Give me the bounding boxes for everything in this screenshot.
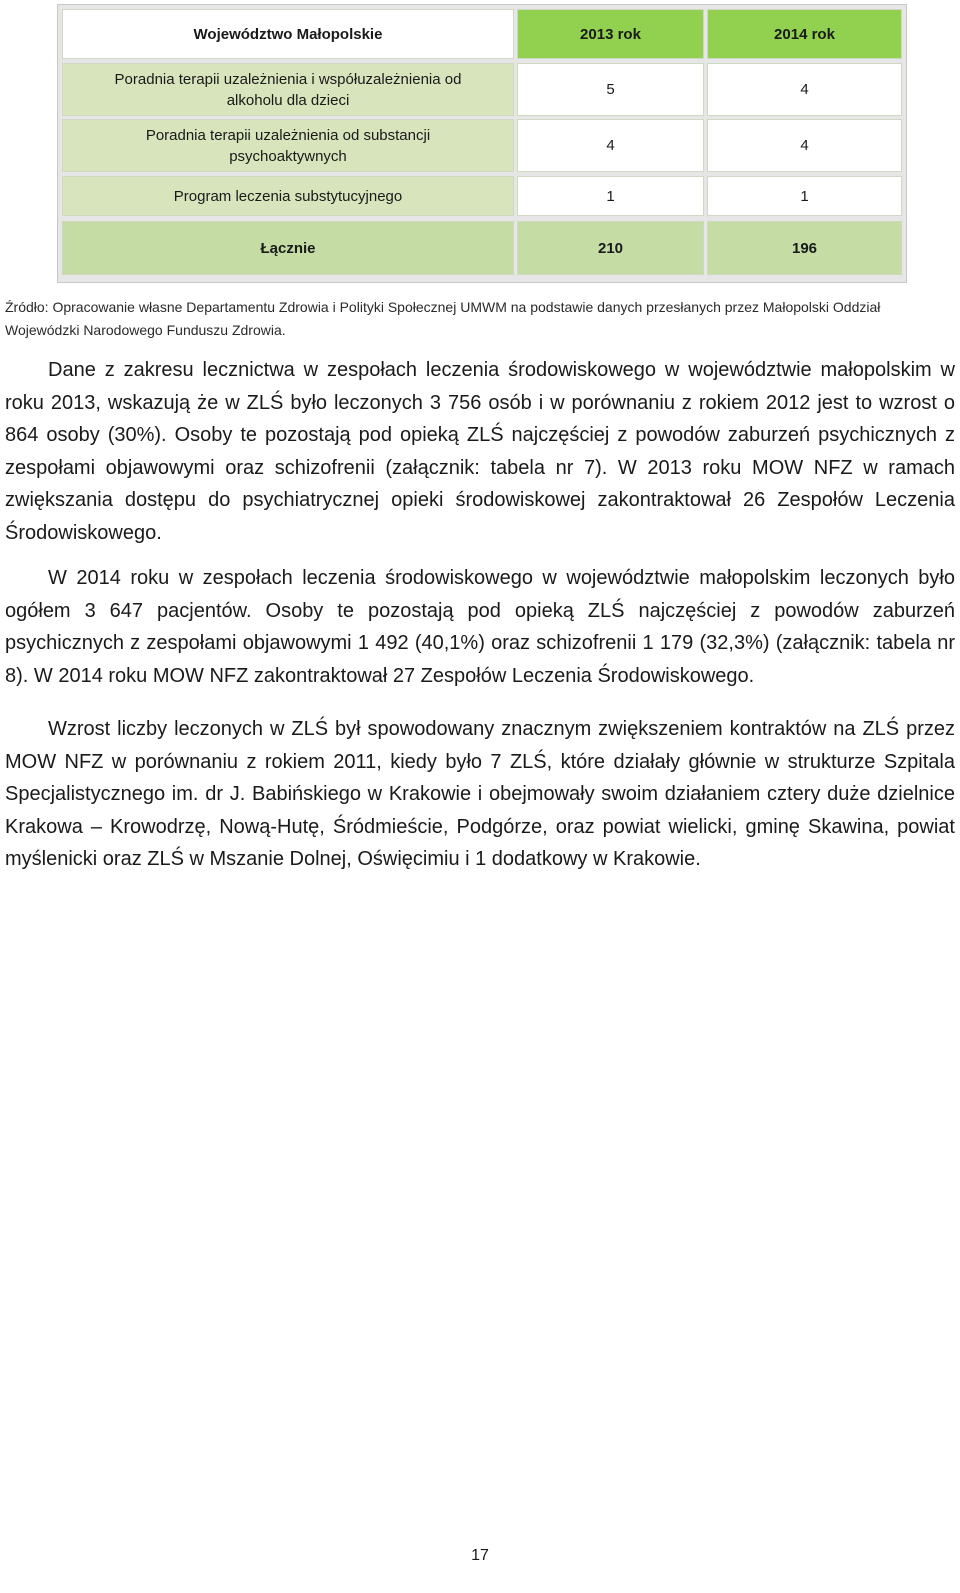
table-header-2014: 2014 rok: [707, 9, 902, 59]
paragraph-1-text: Dane z zakresu lecznictwa w zespołach leczenia środowiskowego w województwie małopolskim w roku 2013, wskazują że w ZLŚ było leczonych 3 756 osób i w porównaniu z rokiem 2012 jest to wzrost o 864 osoby (30%). Osoby te pozostają pod opieką ZLŚ najczęściej z powodów zaburzeń psychicznych z zespołami objawowymi oraz schizofrenii (załącznik: tabela nr 7). W 2013 roku MOW NFZ w ramach zwiększania dostępu do psychiatrycznej opieki środowiskowej zakontraktował 26 Zespołów Leczenia Środowiskowego.: [5, 359, 955, 544]
table-cell-2013: 5: [517, 63, 704, 116]
table-cell-2014: 4: [707, 119, 902, 172]
paragraph-3-text: Wzrost liczby leczonych w ZLŚ był spowodowany znacznym zwiększeniem kontraktów na ZLŚ przez MOW NFZ w porównaniu z rokiem 2011, kiedy było 7 ZLŚ, które działały głównie w strukturze Szpitala Specjalistycznego im. dr J. Babińskiego w Krakowie i obejmowały swoim działaniem cztery duże dzielnice Krakowa – Krowodrzę, Nową-Hutę, Śródmieście, Podgórze, oraz powiat wielicki, gminę Skawina, powiat myślenicki oraz ZLŚ w Mszanie Dolnej, Oświęcimiu i 1 dodatkowy w Krakowie.: [5, 718, 955, 871]
page-number: 17: [471, 1547, 489, 1564]
paragraph-2-text: W 2014 roku w zespołach leczenia środowiskowego w województwie małopolskim leczonych było ogółem 3 647 pacjentów. Osoby te pozostają pod opieką ZLŚ najczęściej z powodów zaburzeń psychicznych z zespołami objawowymi 1 492 (40,1%) oraz schizofrenii 1 179 (32,3%) (załącznik: tabela nr 8). W 2014 roku MOW NFZ zakontraktował 27 Zespołów Leczenia Środowiskowego.: [5, 567, 955, 687]
table-cell-2013: 1: [517, 176, 704, 216]
paragraph-1: [5, 354, 955, 550]
table-row-label: Program leczenia substytucyjnego: [62, 176, 514, 216]
table-header-2013: 2013 rok: [517, 9, 704, 59]
paragraph-3: [5, 713, 955, 876]
table-total-label: Łącznie: [62, 221, 514, 275]
table-cell-2013: 4: [517, 119, 704, 172]
table-cell-2014: 1: [707, 176, 902, 216]
table-cell-2014: 4: [707, 63, 902, 116]
table-row-label: Poradnia terapii uzależnienia i współuzależnienia od alkoholu dla dzieci: [62, 63, 514, 116]
table-header-region: Województwo Małopolskie: [62, 9, 514, 59]
table-row-label: Poradnia terapii uzależnienia od substancji psychoaktywnych: [62, 119, 514, 172]
data-table: [57, 4, 907, 283]
table-total-2014: 196: [707, 221, 902, 275]
paragraph-2: [5, 562, 955, 692]
source-note: Źródło: Opracowanie własne Departamentu Zdrowia i Polityki Społecznej UMWM na podstawie danych przesłanych przez Małopolski Oddział Wojewódzki Narodowego Funduszu Zdrowia.: [5, 299, 881, 338]
table-total-2013: 210: [517, 221, 704, 275]
